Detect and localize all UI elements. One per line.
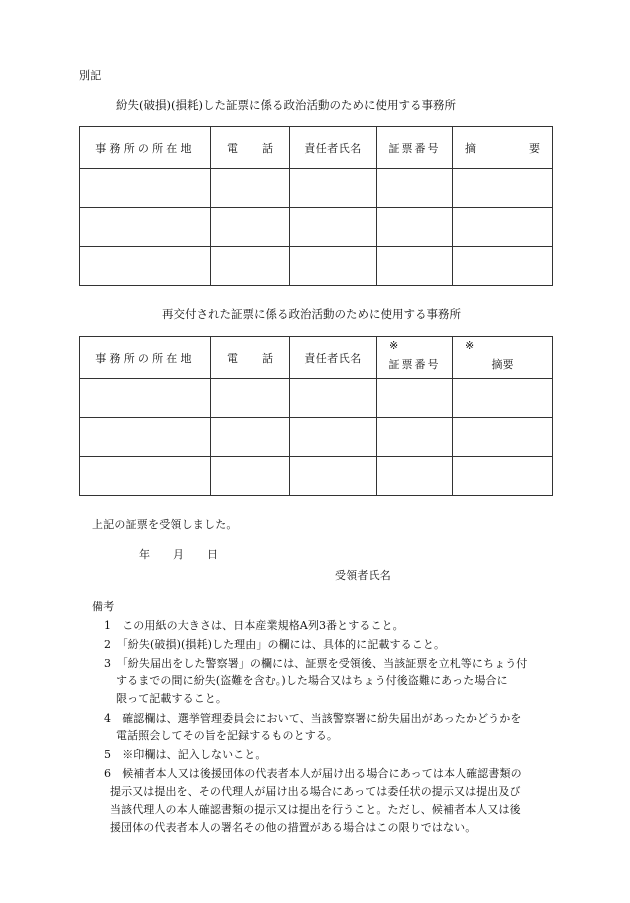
notes-title: 備考 bbox=[92, 600, 115, 613]
table-row bbox=[80, 379, 553, 418]
header-office-location: 事務所の所在地 bbox=[80, 127, 211, 169]
office-location-cell[interactable] bbox=[80, 418, 211, 457]
office-location-cell[interactable] bbox=[80, 379, 211, 418]
reissued-certificate-office-table bbox=[79, 336, 553, 496]
responsible-person-cell[interactable] bbox=[290, 169, 377, 208]
header-responsible-person: 責任者氏名 bbox=[290, 127, 377, 169]
summary-cell bbox=[453, 418, 553, 457]
note-item-6: 6 候補者本人又は後援団体の代表者本人が届け出る場合にあっては本人確認書類の bbox=[104, 767, 522, 780]
responsible-person-cell[interactable] bbox=[290, 208, 377, 247]
note-item-3-cont: 限って記載すること。 bbox=[116, 692, 227, 705]
summary-cell[interactable] bbox=[453, 208, 553, 247]
receiver-name-label: 受領者氏名 bbox=[335, 569, 391, 582]
header-phone: 電 話 bbox=[211, 337, 290, 379]
note-item-6-cont: 当該代理人の本人確認書類の提示又は提出を行うこと。ただし、候補者本人又は後 bbox=[110, 803, 521, 816]
note-item-6-cont: 援団体の代表者本人の署名その他の措置がある場合はこの限りではない。 bbox=[110, 821, 477, 834]
table-row bbox=[80, 418, 553, 457]
note-item-5: 5 ※印欄は、記入しないこと。 bbox=[104, 748, 267, 761]
header-office-location: 事務所の所在地 bbox=[80, 337, 211, 379]
date-year-label: 年 bbox=[139, 548, 151, 561]
note-item-3-cont: するまでの間に紛失(盗難を含む。)した場合又はちょう付後盗難にあった場合に bbox=[116, 674, 508, 687]
date-month-label: 月 bbox=[173, 548, 185, 561]
table1-caption: 紛失(破損)(損耗)した証票に係る政治活動のために使用する事務所 bbox=[116, 98, 456, 112]
header-certificate-number: 証票番号 bbox=[377, 127, 453, 169]
header-certificate-number: ※ 証票番号 bbox=[377, 337, 453, 379]
header-responsible-person: 責任者氏名 bbox=[290, 337, 377, 379]
note-item-3: 3 「紛失届出をした警察署」の欄には、証票を受領後、当該証票を立札等にちょう付 bbox=[104, 657, 528, 670]
phone-cell[interactable] bbox=[211, 247, 290, 286]
table-row bbox=[80, 457, 553, 496]
official-use-mark: ※ bbox=[465, 339, 475, 352]
summary-cell[interactable] bbox=[453, 169, 553, 208]
note-item-4: 4 確認欄は、選挙管理委員会において、当該警察署に紛失届出があったかどうかを bbox=[104, 712, 522, 725]
header-phone: 電 話 bbox=[211, 127, 290, 169]
summary-cell bbox=[453, 379, 553, 418]
phone-cell[interactable] bbox=[211, 457, 290, 496]
responsible-person-cell[interactable] bbox=[290, 247, 377, 286]
responsible-person-cell[interactable] bbox=[290, 379, 377, 418]
date-day-label: 日 bbox=[207, 548, 219, 561]
certificate-number-cell bbox=[377, 457, 453, 496]
certificate-number-cell bbox=[377, 418, 453, 457]
phone-cell[interactable] bbox=[211, 169, 290, 208]
certificate-number-cell[interactable] bbox=[377, 208, 453, 247]
table2-caption: 再交付された証票に係る政治活動のために使用する事務所 bbox=[162, 307, 461, 321]
responsible-person-cell[interactable] bbox=[290, 457, 377, 496]
certificate-number-cell bbox=[377, 379, 453, 418]
note-item-6-cont: 提示又は提出を、その代理人が届け出る場合にあっては委任状の提示又は提出及び bbox=[110, 785, 521, 798]
office-location-cell[interactable] bbox=[80, 247, 211, 286]
note-item-4-cont: 電話照会してその旨を記録するものとする。 bbox=[116, 729, 338, 742]
table-header-row bbox=[80, 127, 553, 169]
office-location-cell[interactable] bbox=[80, 169, 211, 208]
note-item-1: 1 この用紙の大きさは、日本産業規格A列3番とすること。 bbox=[104, 619, 404, 632]
certificate-number-cell[interactable] bbox=[377, 247, 453, 286]
summary-cell[interactable] bbox=[453, 247, 553, 286]
office-location-cell[interactable] bbox=[80, 457, 211, 496]
phone-cell[interactable] bbox=[211, 379, 290, 418]
note-item-2: 2 「紛失(破損)(損耗)した理由」の欄には、具体的に記載すること。 bbox=[104, 638, 446, 651]
lost-certificate-office-table bbox=[79, 126, 553, 286]
official-use-mark: ※ bbox=[389, 339, 399, 352]
office-location-cell[interactable] bbox=[80, 208, 211, 247]
table-row bbox=[80, 169, 553, 208]
responsible-person-cell[interactable] bbox=[290, 418, 377, 457]
certificate-number-cell[interactable] bbox=[377, 169, 453, 208]
phone-cell[interactable] bbox=[211, 208, 290, 247]
phone-cell[interactable] bbox=[211, 418, 290, 457]
header-summary: ※ 摘要 bbox=[453, 337, 553, 379]
table-row bbox=[80, 247, 553, 286]
appendix-label: 別記 bbox=[79, 69, 102, 82]
header-summary: 摘 要 bbox=[453, 127, 553, 169]
table-row bbox=[80, 208, 553, 247]
receipt-statement: 上記の証票を受領しました。 bbox=[92, 518, 238, 531]
summary-cell bbox=[453, 457, 553, 496]
table-header-row bbox=[80, 337, 553, 379]
